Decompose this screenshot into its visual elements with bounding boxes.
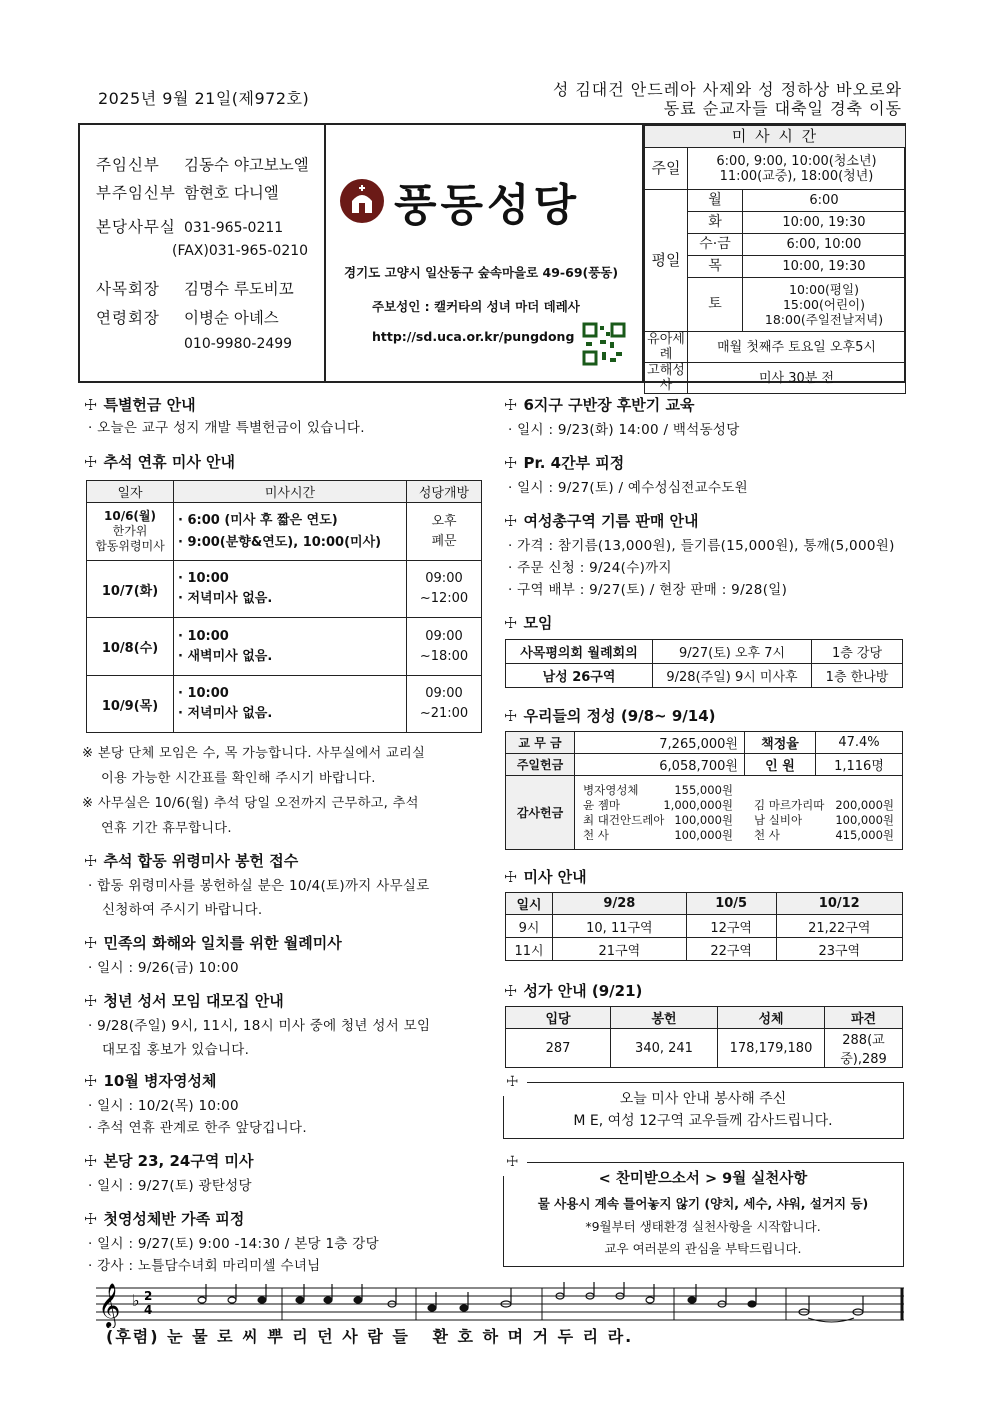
thanks-box	[503, 1082, 904, 1139]
baptism-label: 유아세례	[645, 332, 688, 363]
note-office-closure: ※ 사무실은 10/6(월) 추석 당일 오전까지 근무하고, 추석 연휴 기간 휴무합니다.	[82, 796, 419, 836]
section-memorial-mass: ☩ 추석 합동 위령미사 봉헌 접수	[84, 852, 299, 870]
feast-title	[553, 80, 902, 118]
weekday-time: 10:00, 19:30	[743, 212, 906, 234]
mass-guide-row: 9시 10, 11구역 12구역 21,22구역	[506, 915, 903, 938]
feast-line-1: 성 김대건 안드레아 사제와 성 정하상 바오로와	[552, 80, 902, 99]
memorial-mass-text: · 합동 위령미사를 봉헌하실 분은 10/4(토)까지 사무실로 신청하여 주시기 바랍니다.	[88, 878, 430, 918]
svg-text:𝄞: 𝄞	[98, 1283, 121, 1327]
laudato-box-cross: ☩	[506, 1154, 519, 1170]
sick-communion-line-1: · 일시 : 10/2(목) 10:00	[88, 1098, 239, 1114]
rate-value: 47.4%	[816, 732, 903, 754]
section-mass-guide: ☩ 미사 안내	[504, 868, 587, 886]
youth-bible-text: · 9/28(주일) 9시, 11시, 18시 미사 중에 청년 성서 모임 대모집 홍보가 있습니다.	[88, 1018, 431, 1058]
tithe-value: 7,265,000원	[575, 732, 745, 754]
section-meetings: ☩ 모임	[504, 614, 553, 632]
chuseok-row: 10/9(목) · 10:00 · 저녁미사 없음. 09:00 ~21:00	[87, 676, 482, 733]
officer-funeral-chair: 연령회장 이병순 아녜스	[96, 309, 279, 327]
confession-label: 고해성사	[645, 363, 688, 394]
meetings-table	[505, 639, 903, 688]
mass-guide-row: 11시 21구역 22구역 23구역	[506, 938, 903, 961]
parish-logo-icon	[338, 177, 386, 225]
hymn-header: 파견	[825, 1007, 903, 1029]
weekday-time: 6:00, 10:00	[743, 234, 906, 256]
thanks-box-line-2: M E, 여성 12구역 교우들께 감사드립니다.	[573, 1113, 833, 1129]
mass-times-title: 미 사 시 간	[645, 126, 906, 148]
mass-guide-header: 10/5	[686, 893, 776, 915]
section-pr-retreat: ☩ Pr. 4간부 피정	[504, 454, 625, 472]
laudato-note: *9월부터 생태환경 실천사항을 시작합니다.	[585, 1219, 821, 1234]
pr-retreat-text: · 일시 : 9/27(토) / 예수성심전교수도원	[508, 480, 748, 496]
chuseok-row: 10/6(월) 한가위 합동위령미사 · 6:00 (미사 후 짧은 연도) · 9:00(분향&연도), 10:00(미사) 오후 폐문	[87, 503, 482, 561]
hymn-value: 178,179,180	[718, 1029, 825, 1068]
thanks-box-line-1: 오늘 미사 안내 봉사해 주신	[619, 1091, 787, 1107]
hymn-header: 입당	[506, 1007, 611, 1029]
saturday-day: 토	[688, 278, 743, 332]
thanks-offering-list: 병자영성체 155,000원 윤 젬마 1,000,000원 최 대건안드레아 100,000원 천 사 100,000원 김 마르가리따 200,000원 남 실비아 100,000원 천 사 415,000원	[575, 776, 903, 850]
hymn-value: 340, 241	[611, 1029, 718, 1068]
section-sick-communion: ☩ 10월 병자영성체	[84, 1072, 217, 1090]
parish-address: 경기도 고양시 일산동구 숲속마을로 49-69(풍동)	[344, 265, 619, 280]
mass-times-table	[644, 125, 906, 393]
hymn-lyrics	[106, 1324, 633, 1347]
officer-office-fax: (FAX)031-965-0210	[172, 243, 309, 259]
confession-value: 미사 30분 전	[688, 363, 906, 394]
officer-council-chair: 사목회장 김명수 루도비꼬	[96, 280, 294, 298]
weekday-day: 월	[688, 190, 743, 212]
laudato-request: 교우 여러분의 관심을 부탁드립니다.	[604, 1241, 802, 1256]
first-communion-line-2: · 강사 : 노틀담수녀회 마리미셀 수녀님	[88, 1258, 321, 1274]
meeting-row: 남성 26구역 9/28(주일) 9시 미사후 1층 한나방	[506, 664, 903, 688]
section-district-education: ☩ 6지구 구반장 후반기 교육	[504, 396, 695, 414]
mass-guide-table	[505, 892, 903, 961]
sick-communion-line-2: · 추석 연휴 관계로 한주 앞당깁니다.	[88, 1120, 307, 1136]
rate-label: 책정율	[745, 732, 816, 754]
weekday-day: 목	[688, 256, 743, 278]
note-group-meetings: ※ 본당 단체 모임은 수, 목 가능합니다. 사무실에서 교리실 이용 가능한 시간표를 확인해 주시기 바랍니다.	[82, 746, 426, 786]
weekday-day: 수·금	[688, 234, 743, 256]
section-hymns: ☩ 성가 안내 (9/21)	[504, 982, 643, 1000]
feast-line-2: 동료 순교자들 대축일 경축 이동	[663, 99, 902, 118]
hymn-value: 288(교중),289	[825, 1029, 903, 1068]
officer-office-phone: 본당사무실 031-965-0211	[96, 218, 284, 236]
chuseok-row: 10/7(화) · 10:00 · 저녁미사 없음. 09:00 ~12:00	[87, 561, 482, 618]
parish-panel	[326, 125, 644, 381]
laudato-box	[503, 1162, 904, 1267]
issue-date: 2025년 9월 21일(제972호)	[98, 89, 310, 108]
sunday-collection-label: 주일헌금	[506, 754, 575, 776]
officer-assistant: 부주임신부 함현호 다니엘	[96, 184, 279, 202]
saturday-times: 10:00(평일) 15:00(어린이) 18:00(주일전날저녁)	[743, 278, 906, 332]
hymn-table	[505, 1006, 903, 1068]
weekday-time: 6:00	[743, 190, 906, 212]
sunday-label: 주일	[645, 148, 688, 190]
parish-url[interactable]: http://sd.uca.or.kr/pungdong	[372, 329, 575, 344]
officers-panel	[80, 125, 326, 381]
oil-sale-price: · 가격 : 참기름(13,000원), 들기름(15,000원), 통깨(5,000원)	[508, 538, 895, 554]
mass-guide-header: 일시	[506, 893, 553, 915]
svg-text:4: 4	[144, 1303, 153, 1317]
hymn-header: 성체	[718, 1007, 825, 1029]
district-education-text: · 일시 : 9/23(화) 14:00 / 백석동성당	[508, 422, 740, 438]
tithe-label: 교 무 금	[506, 732, 575, 754]
chuseok-row: 10/8(수) · 10:00 · 새벽미사 없음. 09:00 ~18:00	[87, 618, 482, 676]
section-oil-sale: ☩ 여성총구역 기름 판매 안내	[504, 512, 699, 530]
hymn-value: 287	[506, 1029, 611, 1068]
reconciliation-mass-text: · 일시 : 9/26(금) 10:00	[88, 960, 239, 976]
section-special-collection: ☩ 특별헌금 안내	[84, 396, 196, 414]
mass-guide-header: 10/12	[776, 893, 902, 915]
section-first-communion-retreat: ☩ 첫영성체반 가족 피정	[84, 1210, 245, 1228]
chuseok-table	[86, 480, 482, 733]
oil-sale-delivery: · 구역 배부 : 9/27(토) / 현장 판매 : 9/28(일)	[508, 582, 788, 598]
oil-sale-order: · 주문 신청 : 9/24(수)까지	[508, 560, 672, 576]
header-box	[78, 123, 906, 393]
refrain-label: (후렴)	[106, 1327, 160, 1346]
officer-pastor: 주임신부 김동수 야고보노엘	[96, 156, 309, 174]
parish-name: 풍동성당	[394, 180, 581, 231]
section-district-mass: ☩ 본당 23, 24구역 미사	[84, 1152, 254, 1170]
thanks-offering-label: 감사헌금	[506, 776, 575, 850]
music-staff	[96, 1278, 908, 1328]
special-collection-text: · 오늘은 교구 성지 개발 특별헌금이 있습니다.	[88, 420, 365, 436]
weekday-label: 평일	[645, 190, 688, 332]
thanks-box-cross: ☩	[506, 1074, 519, 1090]
weekday-day: 화	[688, 212, 743, 234]
section-reconciliation-mass: ☩ 민족의 화해와 일치를 위한 월례미사	[84, 934, 342, 952]
chuseok-header: 일자	[87, 481, 174, 503]
officer-funeral-phone: 010-9980-2499	[184, 336, 293, 352]
qr-code-icon[interactable]	[582, 322, 626, 366]
lyrics-text: 눈 물 로 씨 뿌 리 던 사 람 들 환 호 하 며 거 두 리 라.	[167, 1327, 634, 1346]
svg-text:♭: ♭	[132, 1291, 140, 1310]
offerings-table	[505, 731, 903, 850]
attendance-label: 인 원	[745, 754, 816, 776]
sunday-collection-value: 6,058,700원	[575, 754, 745, 776]
section-youth-bible: ☩ 청년 성서 모임 대모집 안내	[84, 992, 284, 1010]
district-mass-text: · 일시 : 9/27(토) 광탄성당	[88, 1178, 252, 1194]
laudato-practice: 물 사용시 계속 틀어놓지 않기 (양치, 세수, 샤워, 설거지 등)	[537, 1196, 869, 1211]
weekday-time: 10:00, 19:30	[743, 256, 906, 278]
sunday-times: 6:00, 9:00, 10:00(청소년) 11:00(교중), 18:00(청년)	[688, 148, 906, 190]
mass-guide-header: 9/28	[553, 893, 687, 915]
attendance-value: 1,116명	[816, 754, 903, 776]
first-communion-line-1: · 일시 : 9/27(토) 9:00 -14:30 / 본당 1층 강당	[88, 1236, 379, 1252]
svg-text:2: 2	[144, 1289, 153, 1303]
parish-patron: 주보성인 : 캘커타의 성녀 마더 데레사	[372, 299, 580, 314]
baptism-value: 매월 첫째주 토요일 오후5시	[688, 332, 906, 363]
section-offerings: ☩ 우리들의 정성 (9/8~ 9/14)	[504, 707, 716, 725]
meeting-row: 사목평의회 월례회의 9/27(토) 오후 7시 1층 강당	[506, 640, 903, 664]
section-chuseok-mass: ☩ 추석 연휴 미사 안내	[84, 453, 236, 471]
chuseok-header: 미사시간	[174, 481, 407, 503]
laudato-title: < 찬미받으소서 > 9월 실천사항	[598, 1171, 808, 1187]
chuseok-header: 성당개방	[407, 481, 482, 503]
hymn-header: 봉헌	[611, 1007, 718, 1029]
